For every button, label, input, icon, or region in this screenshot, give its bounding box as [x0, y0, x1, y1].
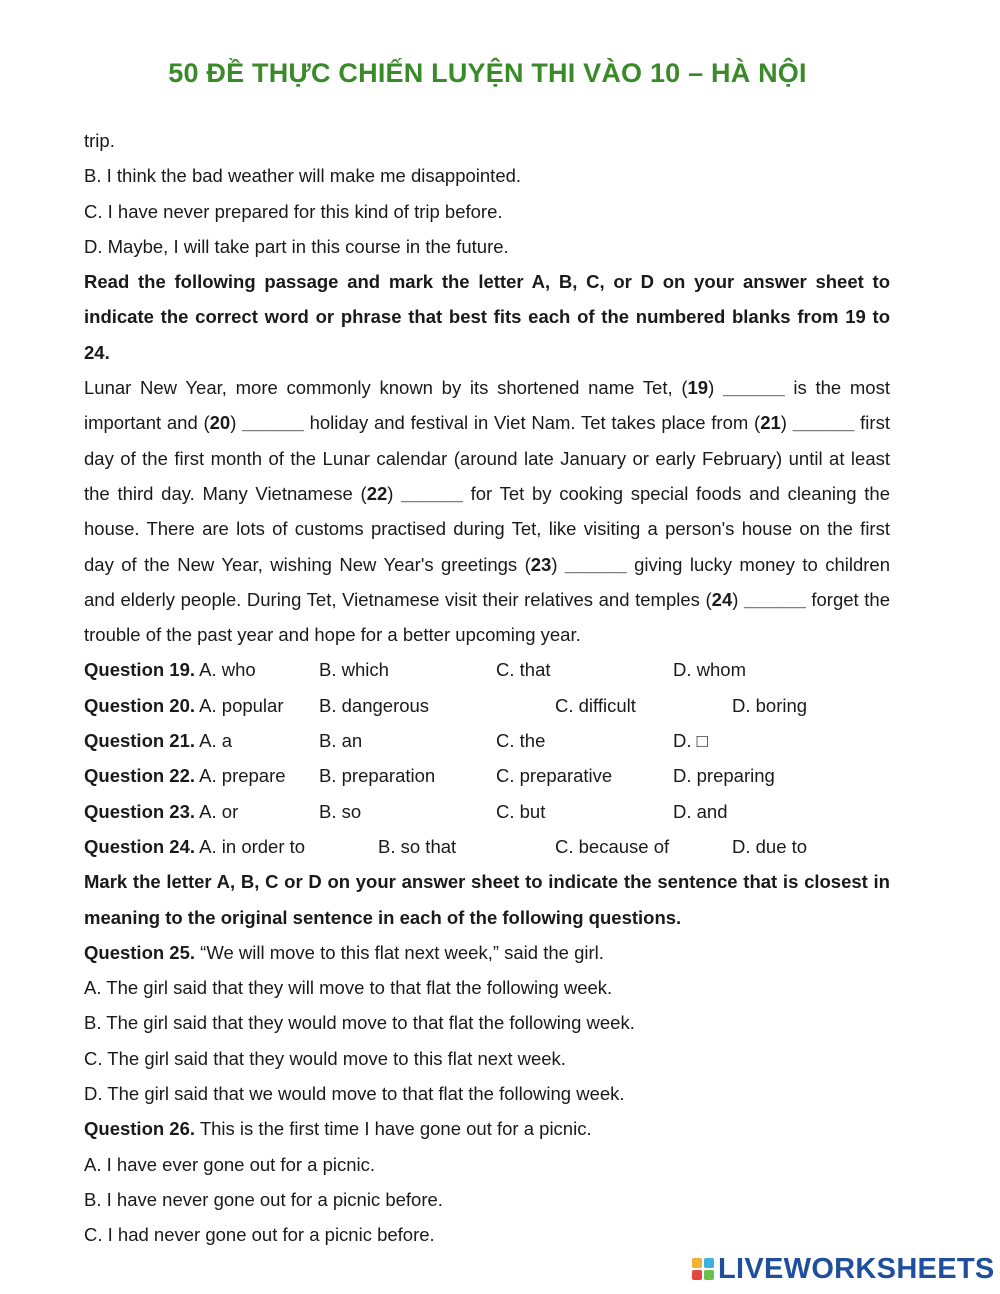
option-c[interactable]: C. preparative	[496, 765, 613, 787]
page-title: 50 ĐỀ THỰC CHIẾN LUYỆN THI VÀO 10 – HÀ NỘI	[168, 58, 807, 88]
q25-option-d[interactable]: D. The girl said that we would move to that flat the following week.	[84, 1083, 625, 1105]
option-b[interactable]: B. preparation	[319, 765, 436, 787]
logo-text: LIVEWORKSHEETS	[718, 1252, 995, 1285]
question-19: Question 19. A. who B. which C. that D. whom	[84, 652, 890, 687]
prev-option-d: D. Maybe, I will take part in this course in the future.	[84, 235, 509, 257]
prev-option-b: B. I think the bad weather will make me disappointed.	[84, 165, 522, 187]
blank-number-21: 21	[760, 412, 781, 434]
option-c[interactable]: C. the	[496, 730, 546, 752]
q26-option-b[interactable]: B. I have never gone out for a picnic before.	[84, 1188, 443, 1210]
q25-option-b[interactable]: B. The girl said that they would move to that flat the following week.	[84, 1012, 635, 1034]
option-d[interactable]: D. whom	[673, 659, 746, 681]
instruction-closest-meaning: Mark the letter A, B, C or D on your answer sheet to indicate the sentence that is closest in meaning to the original sentence in each of the following questions.	[84, 871, 890, 928]
blank-number-20: 20	[209, 412, 231, 434]
blank-19: ______	[722, 377, 785, 399]
question-24: Question 24. A. in order to B. so that C. because of D. due to	[84, 829, 890, 864]
blank-number-24: 24	[711, 588, 733, 610]
option-d[interactable]: D. preparing	[673, 765, 775, 787]
document-body	[84, 123, 890, 1253]
q26-option-a[interactable]: A. I have ever gone out for a picnic.	[84, 1153, 376, 1175]
logo-square	[692, 1270, 702, 1280]
option-b[interactable]: B. an	[319, 730, 363, 752]
blank-22: ______	[401, 482, 463, 504]
blank-23: ______	[564, 553, 627, 575]
prev-option-c: C. I have never prepared for this kind of trip before.	[84, 200, 503, 222]
logo-square	[704, 1270, 714, 1280]
blank-number-23: 23	[530, 553, 552, 575]
option-b[interactable]: B. so that	[378, 835, 457, 857]
blank-number-22: 22	[366, 482, 388, 504]
blank-20: ______	[242, 412, 304, 434]
logo-square	[704, 1258, 714, 1268]
prev-question-tail: trip.	[84, 130, 115, 151]
logo-grid-icon	[692, 1258, 714, 1280]
question-20: Question 20. A. popular B. dangerous C. difficult D. boring	[84, 688, 890, 723]
option-d[interactable]: D. and	[673, 800, 728, 822]
q25-option-a[interactable]: A. The girl said that they will move to that flat the following week.	[84, 977, 613, 999]
reading-passage: Lunar New Year, more commonly known by its shortened name Tet, (19) ______ is the most important and (20) ______ holiday and festival in Viet Nam. Tet takes place from (21) ______ first day of the first month of the Lunar calendar (around late January or early February) until at least the third day. Many Vietnamese (22) ______ for Tet by cooking special foods and cleaning the house. There are lots of customs practised during Tet, like visiting a person's house on the first day of the New Year, wishing New Year's greetings (23) ______ giving lucky money to children and elderly people. During Tet, Vietnamese visit their relatives and temples (24) ______ forget the trouble of the past year and hope for a better upcoming year.	[84, 377, 890, 646]
option-b[interactable]: B. which	[319, 659, 389, 681]
blank-21: ______	[792, 412, 855, 434]
liveworksheets-logo[interactable]	[692, 1253, 995, 1285]
option-c[interactable]: C. that	[496, 659, 551, 681]
instruction-passage: Read the following passage and mark the letter A, B, C, or D on your answer sheet to indicate the correct word or phrase that best fits each of the numbered blanks from 19 to 24.	[84, 271, 890, 363]
blank-24: ______	[744, 588, 806, 610]
q26-option-c[interactable]: C. I had never gone out for a picnic before.	[84, 1224, 435, 1246]
question-23: Question 23. A. or B. so C. but D. and	[84, 794, 890, 829]
option-b[interactable]: B. dangerous	[319, 694, 430, 716]
option-c[interactable]: C. but	[496, 800, 546, 822]
option-d[interactable]: D. □	[673, 730, 708, 752]
option-b[interactable]: B. so	[319, 800, 362, 822]
blank-number-19: 19	[687, 377, 709, 399]
logo-square	[692, 1258, 702, 1268]
option-c[interactable]: C. because of	[555, 835, 670, 857]
option-d[interactable]: D. boring	[732, 694, 808, 716]
question-22: Question 22. A. prepare B. preparation C. preparative D. preparing	[84, 758, 890, 793]
q25-option-c[interactable]: C. The girl said that they would move to this flat next week.	[84, 1047, 566, 1069]
question-25: Question 25. “We will move to this flat next week,” said the girl.	[84, 941, 604, 963]
option-c[interactable]: C. difficult	[555, 694, 636, 716]
question-21: Question 21. A. a B. an C. the D. □	[84, 723, 890, 758]
option-d[interactable]: D. due to	[732, 835, 808, 857]
question-26: Question 26. This is the first time I have gone out for a picnic.	[84, 1118, 592, 1140]
